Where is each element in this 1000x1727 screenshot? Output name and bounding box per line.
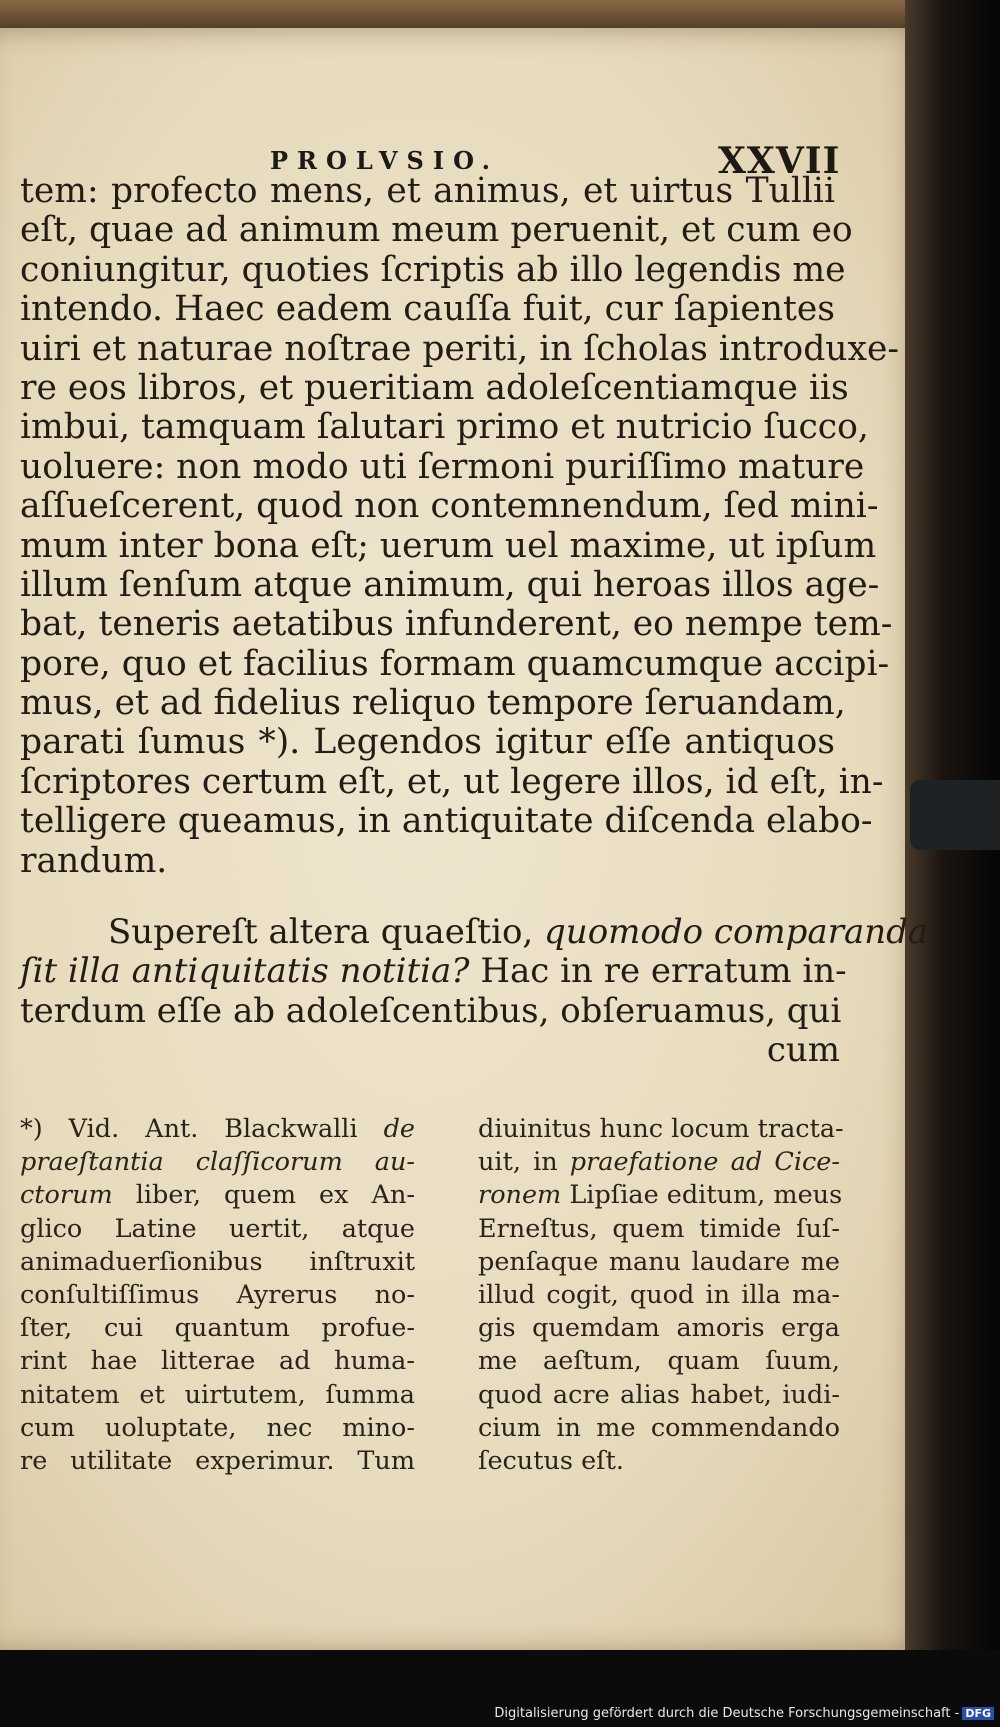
text-line: terdum eſſe ab adoleſcentibus, obſeruamus, qui: [20, 990, 842, 1031]
text-line: uiri et naturae noſtrae periti, in ſcholas introduxe-: [20, 328, 900, 369]
footnote-line: [20, 1146, 415, 1179]
footnote-line: [20, 1179, 415, 1212]
footnote-line: ſter, cui quantum profue-: [20, 1313, 415, 1344]
text-run: liber, quem ex An-: [112, 1180, 415, 1211]
footnote-line: rint hae litterae ad huma-: [20, 1346, 415, 1377]
running-title: PROLVSIO.: [270, 146, 499, 175]
text-line: ſcriptores certum eſt, et, ut legere illos, id eſt, in-: [20, 761, 884, 802]
text-line: randum.: [20, 840, 168, 881]
italic-run: ctorum: [20, 1180, 113, 1211]
paragraph-2: [20, 912, 929, 1071]
text-line: telligere queamus, in antiquitate diſcenda elabo-: [20, 801, 873, 842]
text-run: Supereſt altera quaeſtio,: [108, 912, 545, 952]
text-line: intendo. Haec eadem cauſſa fuit, cur ſapientes: [20, 289, 835, 330]
footnote-line: nitatem et uirtutem, ſumma: [20, 1379, 415, 1410]
italic-run: praefatione ad Cice-: [569, 1147, 840, 1178]
text-line: re eos libros, et pueritiam adoleſcentiamque iis: [20, 367, 849, 408]
footnote-line: quod acre alias habet, iudi-: [478, 1379, 840, 1410]
footnote-line: animaduerſionibus inſtruxit: [20, 1246, 415, 1277]
italic-run: praeſtantia claſſicorum au-: [20, 1147, 415, 1178]
footnote-line: cum uoluptate, nec mino-: [20, 1412, 415, 1443]
footnote-line: gis quemdam amoris erga: [478, 1313, 840, 1344]
footnote-line: diuinitus hunc locum tracta-: [478, 1114, 844, 1144]
footnote-column-right: [478, 1113, 844, 1478]
text-run: Hac in re erratum in-: [469, 951, 847, 992]
text-run: *) Vid. Ant. Blackwalli: [20, 1114, 384, 1144]
text-line: [20, 912, 929, 952]
catchword: cum: [766, 1030, 840, 1071]
text-line: aſſueſcerent, quod non contemnendum, ſed mini-: [20, 486, 879, 527]
footnote-line: [20, 1113, 415, 1146]
main-text-block: [20, 171, 900, 881]
digitization-credit: [494, 1706, 994, 1721]
footnote-line: [478, 1146, 840, 1179]
text-line: [20, 951, 847, 992]
text-line: parati ſumus *). Legendos igitur eſſe antiquos: [20, 722, 835, 763]
italic-run: ſit illa antiquitatis notitia?: [20, 951, 470, 992]
page-number: XXVII: [718, 140, 841, 182]
footnote-line: ſecutus eſt.: [478, 1445, 624, 1476]
text-line: illum ſenſum atque animum, qui heroas illos age-: [20, 564, 880, 605]
bookmark-ribbon: [910, 780, 1000, 850]
text-line: mum inter bona eſt; uerum uel maxime, ut ipſum: [20, 525, 877, 566]
text-line: tem: profecto mens, et animus, et uirtus Tullii: [20, 171, 835, 211]
text-run: Lipſiae editum, meus: [561, 1180, 843, 1211]
footnote-line: glico Latine uertit, atque: [20, 1213, 415, 1244]
footnote-column-left: [20, 1113, 415, 1478]
footnote-line: cium in me commendando: [478, 1412, 840, 1443]
text-line: bat, teneris aetatibus infunderent, eo nempe tem-: [20, 604, 893, 645]
footnote-line: me aeſtum, quam ſuum,: [478, 1346, 840, 1377]
text-line: uoluere: non modo uti ſermoni puriſſimo mature: [20, 446, 865, 487]
text-line: eſt, quae ad animum meum peruenit, et cum eo: [20, 210, 853, 251]
footnote-line: [478, 1179, 843, 1212]
text-line: pore, quo et facilius formam quamcumque accipi-: [20, 643, 890, 684]
footnote-line: illud cogit, quod in illa ma-: [478, 1279, 840, 1310]
italic-run: de: [383, 1114, 415, 1144]
footnote-line: penſaque manu laudare me: [478, 1246, 840, 1277]
text-line: mus, et ad fidelius reliquo tempore ſeruandam,: [20, 683, 846, 724]
text-line: coniungitur, quoties ſcriptis ab illo legendis me: [20, 249, 846, 290]
footnote-line: re utilitate experimur. Tum: [20, 1445, 415, 1476]
text-run: uit, in: [478, 1147, 570, 1178]
credit-text: Digitalisierung gefördert durch die Deutsche Forschungsgemeinschaft -: [494, 1706, 960, 1721]
italic-run: ronem: [478, 1180, 562, 1211]
dfg-logo: DFG: [962, 1707, 994, 1720]
footnote-line: conſultiſſimus Ayrerus no-: [20, 1279, 415, 1310]
footnote-line: Erneſtus, quem timide ſuſ-: [478, 1213, 840, 1244]
book-binding-edge: [905, 0, 1000, 1727]
italic-run: quomodo comparanda: [544, 912, 929, 952]
text-line: imbui, tamquam ſalutari primo et nutricio ſucco,: [20, 407, 869, 448]
